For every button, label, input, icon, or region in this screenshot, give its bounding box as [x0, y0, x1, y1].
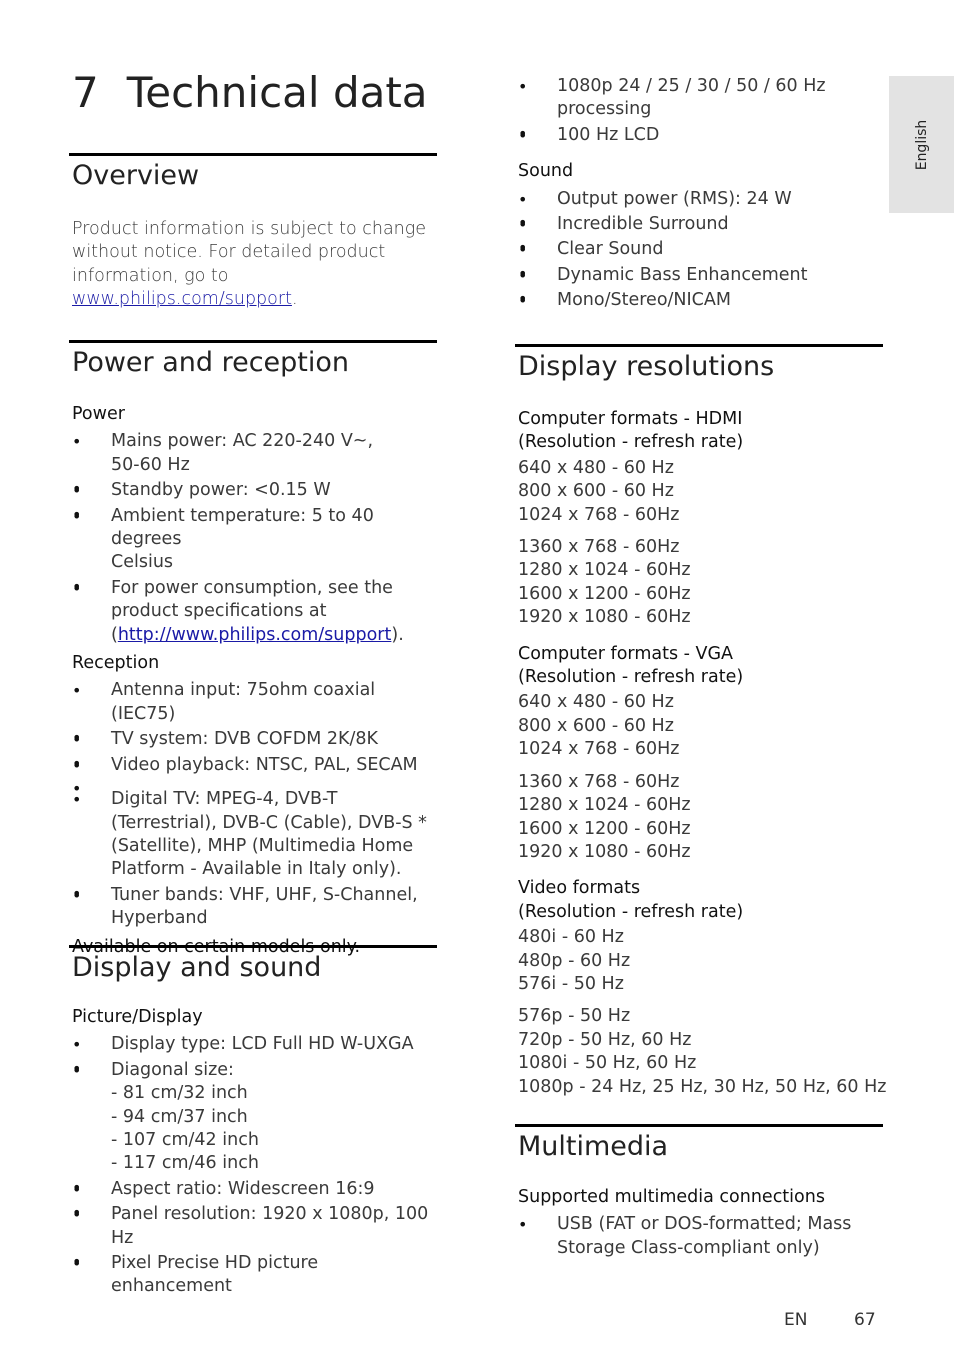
sound-list: [518, 188, 878, 313]
multimedia-heading: Multimedia: [518, 1131, 669, 1162]
power-block: [72, 403, 432, 959]
picture-list: [72, 1033, 432, 1298]
chapter-title-text: Technical data: [126, 68, 428, 117]
overview-line: Product information is subject to change: [72, 219, 427, 239]
reception-label: Reception: [72, 653, 160, 674]
list-item: • Digital TV: MPEG-4, DVB-T (Terrestrial), DVB-C (Cable), DVB-S * (Satellite), MHP (Multimedia Home Platform - Available in Italy only).: [72, 788, 432, 882]
vga-sublabel: (Resolution - refresh rate): [518, 667, 744, 688]
overview-line: information, go to: [72, 265, 229, 286]
language-tab: [889, 76, 954, 213]
list-item: • Dynamic Bass Enhancement: [518, 264, 878, 287]
multimedia-list: [518, 1213, 878, 1260]
hdmi-label: Computer formats - HDMI: [518, 409, 743, 429]
list-item: • TV system: DVB COFDM 2K/8K: [72, 728, 432, 751]
list-item: • 100 Hz LCD: [518, 124, 878, 147]
resolution-line: 576i - 50 Hz: [518, 973, 624, 994]
power-reception-heading: Power and reception: [72, 347, 350, 378]
picture-label: Picture/Display: [72, 1007, 203, 1027]
picture-block: [72, 1006, 432, 1299]
resolution-line: 800 x 600 - 60 Hz: [518, 715, 674, 736]
list-item: • Pixel Precise HD picture enhancement: [72, 1252, 432, 1299]
list-item: • Output power (RMS): 24 W: [518, 188, 878, 211]
chapter-number: 7: [72, 68, 99, 117]
footer-language: EN: [784, 1310, 808, 1330]
resolution-line: 1360 x 768 - 60Hz: [518, 771, 680, 792]
overview-heading: Overview: [72, 160, 200, 191]
section-multimedia-heading: [515, 1124, 883, 1165]
list-item: • Tuner bands: VHF, UHF, S-Channel, Hyperband: [72, 884, 432, 931]
power-list: [72, 430, 432, 647]
resolution-line: 640 x 480 - 60 Hz: [518, 457, 674, 478]
resolution-line: 800 x 600 - 60 Hz: [518, 481, 674, 502]
display-continued-block: [518, 75, 878, 313]
list-item: • Clear Sound: [518, 238, 878, 261]
list-item: • USB (FAT or DOS-formatted; Mass Storage Class-compliant only): [518, 1213, 878, 1260]
multimedia-label: Supported multimedia connections: [518, 1187, 825, 1207]
resolution-line: 1600 x 1200 - 60Hz: [518, 818, 691, 839]
section-overview-heading: [69, 153, 437, 194]
power-label: Power: [72, 404, 125, 424]
resolution-line: 480p - 60 Hz: [518, 950, 631, 971]
multimedia-block: [518, 1186, 878, 1260]
list-item: • Mono/Stereo/NICAM: [518, 289, 878, 312]
list-item: • Aspect ratio: Widescreen 16:9: [72, 1178, 432, 1201]
section-resolutions-heading: [515, 344, 883, 385]
list-item: • 1080p 24 / 25 / 30 / 50 / 60 Hz processing: [518, 75, 878, 122]
language-tab-label: English: [913, 119, 930, 170]
resolution-line: 720p - 50 Hz, 60 Hz: [518, 1029, 692, 1050]
consumption-link[interactable]: http://www.philips.com/support: [117, 624, 392, 645]
resolution-line: 1920 x 1080 - 60Hz: [518, 607, 691, 628]
video-label: Video formats: [518, 878, 641, 899]
resolution-line: 1360 x 768 - 60Hz: [518, 537, 680, 558]
chapter-title: [72, 68, 428, 117]
overview-line: without notice. For detailed product: [72, 242, 386, 263]
list-item: • Antenna input: 75ohm coaxial (IEC75): [72, 679, 432, 726]
list-item: • Panel resolution: 1920 x 1080p, 100 Hz: [72, 1203, 432, 1250]
resolution-line: 1280 x 1024 - 60Hz: [518, 795, 691, 816]
display-continued-list: [518, 75, 878, 147]
list-item: • Diagonal size: - 81 cm/32 inch - 94 cm/37 inch - 107 cm/42 inch - 117 cm/46 inch: [72, 1059, 432, 1176]
resolution-line: 1024 x 768 - 60Hz: [518, 739, 680, 760]
resolution-line: 640 x 480 - 60 Hz: [518, 692, 674, 713]
overview-text: [72, 218, 432, 312]
display-sound-heading: Display and sound: [72, 952, 322, 983]
list-item: • Ambient temperature: 5 to 40 degrees Celsius: [72, 505, 432, 575]
availability-note: Available on certain models only.: [72, 936, 361, 957]
resolution-line: 1080p - 24 Hz, 25 Hz, 30 Hz, 50 Hz, 60 Hz: [518, 1076, 887, 1097]
page-number: 67: [854, 1310, 876, 1330]
reception-list: [72, 679, 432, 930]
resolution-line: 1920 x 1080 - 60Hz: [518, 841, 691, 862]
sound-label: Sound: [518, 161, 574, 182]
resolution-line: 576p - 50 Hz: [518, 1006, 631, 1027]
list-item: • Standby power: <0.15 W: [72, 479, 432, 502]
resolution-line: 1280 x 1024 - 60Hz: [518, 560, 691, 581]
vga-label: Computer formats - VGA: [518, 643, 734, 664]
list-item: • Display type: LCD Full HD W-UXGA: [72, 1033, 432, 1056]
resolution-line: 1080i - 50 Hz, 60 Hz: [518, 1053, 697, 1074]
section-power-heading: [69, 340, 437, 381]
list-item: • Mains power: AC 220-240 V~, 50-60 Hz: [72, 430, 432, 477]
list-item: • Incredible Surround: [518, 213, 878, 236]
resolution-line: 1600 x 1200 - 60Hz: [518, 583, 691, 604]
list-item: • For power consumption, see the product specifications at (http://www.philips.com/support).: [72, 577, 432, 647]
list-item: • Video playback: NTSC, PAL, SECAM: [72, 754, 432, 777]
overview-period: .: [291, 289, 298, 310]
resolutions-heading: Display resolutions: [518, 351, 775, 382]
philips-support-link[interactable]: www.philips.com/support: [72, 289, 292, 310]
section-display-sound-heading: [69, 945, 437, 986]
hdmi-sublabel: (Resolution - refresh rate): [518, 432, 744, 453]
resolution-line: 480i - 60 Hz: [518, 927, 624, 948]
video-sublabel: (Resolution - refresh rate): [518, 901, 744, 922]
resolution-line: 1024 x 768 - 60Hz: [518, 504, 680, 525]
resolutions-block: [518, 408, 887, 1099]
